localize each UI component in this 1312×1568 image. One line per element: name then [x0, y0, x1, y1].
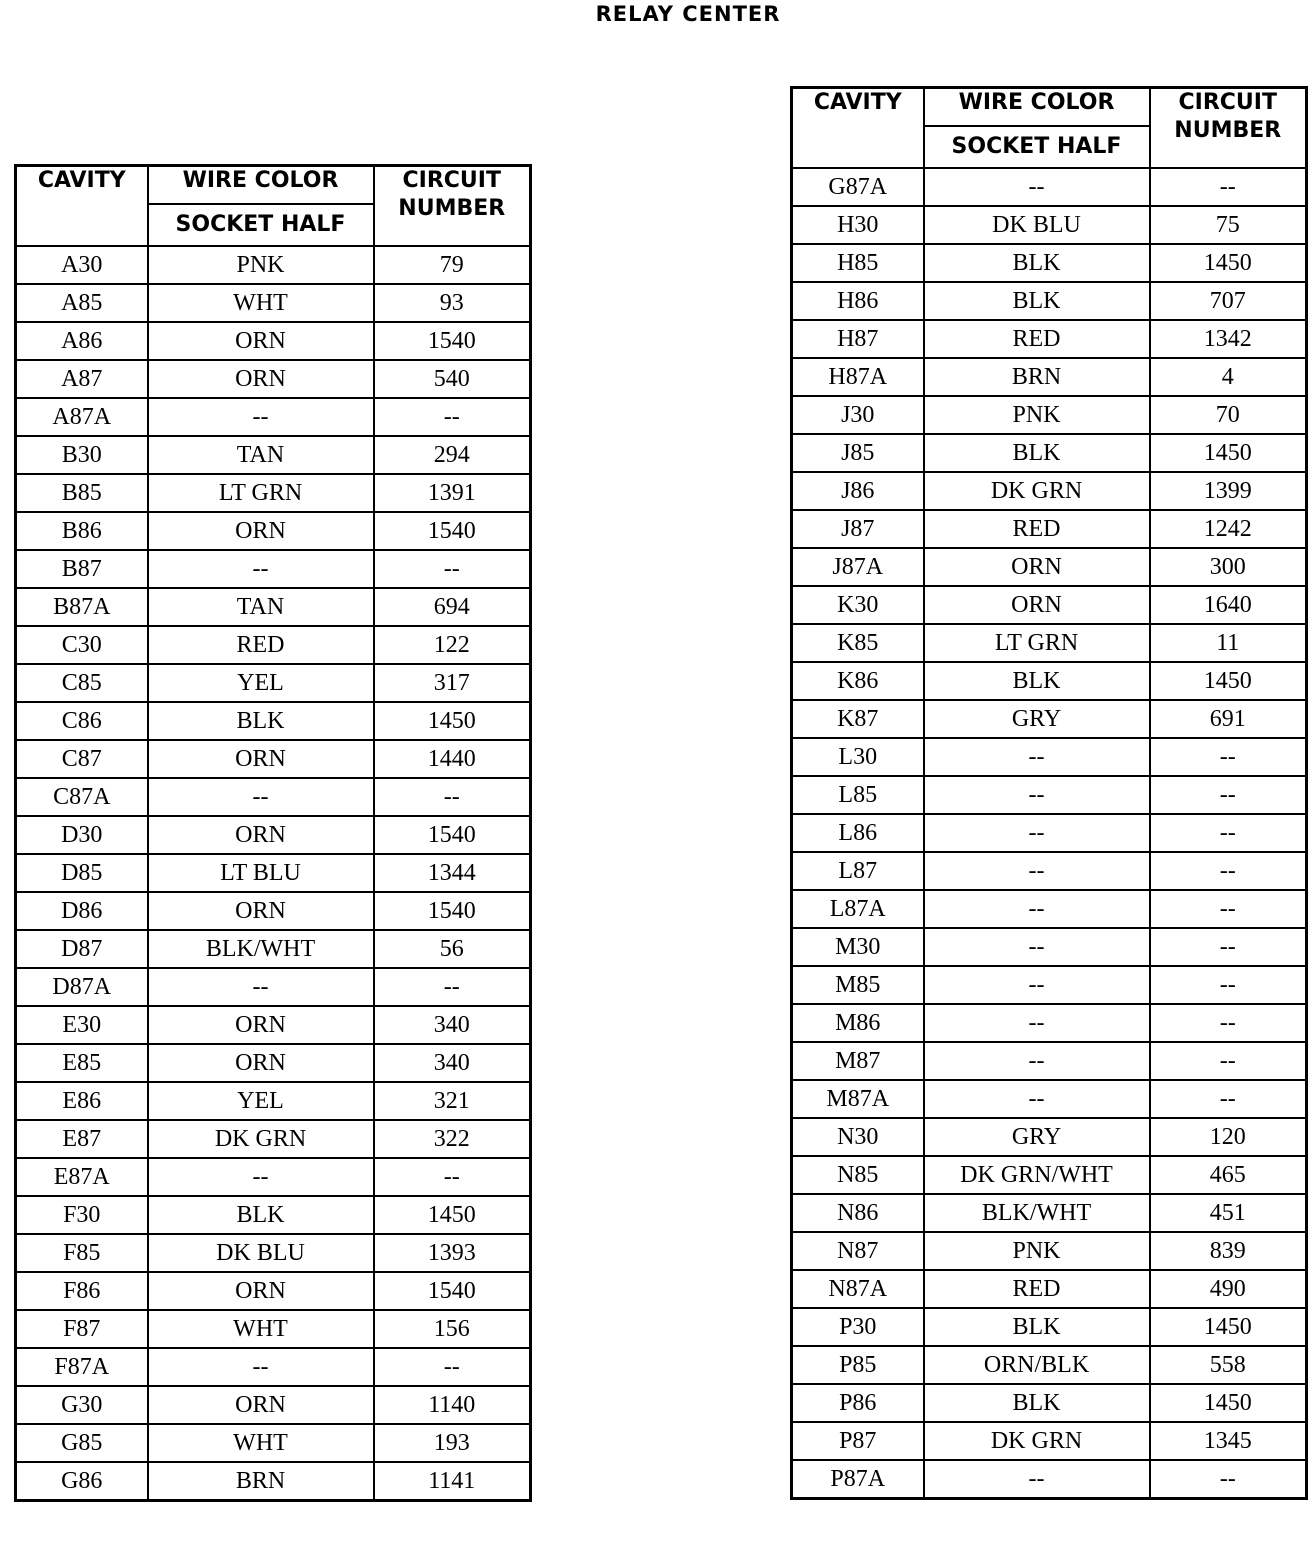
cavity-cell: F85	[16, 1234, 148, 1272]
wire-color-cell: --	[148, 778, 374, 816]
circuit-number-cell: 1540	[374, 816, 531, 854]
cavity-cell: K86	[792, 662, 924, 700]
table-row	[16, 816, 531, 854]
circuit-number-cell: 1540	[374, 892, 531, 930]
cavity-cell: J85	[792, 434, 924, 472]
cavity-cell: E30	[16, 1006, 148, 1044]
cavity-cell: H30	[792, 206, 924, 244]
header-circuit-label-line1: CIRCUIT	[402, 168, 501, 193]
cavity-cell: D87	[16, 930, 148, 968]
table-row	[792, 320, 1307, 358]
table-row	[792, 1004, 1307, 1042]
cavity-cell: A87A	[16, 398, 148, 436]
wire-color-cell: LT GRN	[148, 474, 374, 512]
cavity-cell: B87	[16, 550, 148, 588]
table-row	[792, 358, 1307, 396]
wire-color-cell: GRY	[924, 1118, 1150, 1156]
table-row	[792, 586, 1307, 624]
wire-color-cell: BLK	[924, 662, 1150, 700]
circuit-number-cell: 300	[1150, 548, 1307, 586]
circuit-number-cell: 193	[374, 1424, 531, 1462]
wire-color-cell: --	[148, 1158, 374, 1196]
cavity-cell: L87A	[792, 890, 924, 928]
table-row	[16, 664, 531, 702]
table-row	[792, 282, 1307, 320]
table-row	[16, 1120, 531, 1158]
circuit-number-cell: --	[1150, 1042, 1307, 1080]
circuit-number-cell: 490	[1150, 1270, 1307, 1308]
wire-color-cell: ORN/BLK	[924, 1346, 1150, 1384]
circuit-number-cell: 1640	[1150, 586, 1307, 624]
header-cavity	[16, 166, 148, 247]
wire-color-cell: --	[924, 1042, 1150, 1080]
cavity-cell: B30	[16, 436, 148, 474]
table-row	[16, 284, 531, 322]
cavity-cell: K87	[792, 700, 924, 738]
cavity-cell: F87	[16, 1310, 148, 1348]
table-row	[792, 1346, 1307, 1384]
table-row	[16, 1386, 531, 1424]
header-socket-half-label: SOCKET HALF	[951, 134, 1122, 159]
table-row	[792, 472, 1307, 510]
cavity-cell: P85	[792, 1346, 924, 1384]
cavity-cell: J87A	[792, 548, 924, 586]
table-body-right	[792, 168, 1307, 1499]
circuit-number-cell: 294	[374, 436, 531, 474]
circuit-number-cell: 93	[374, 284, 531, 322]
circuit-number-cell: --	[1150, 738, 1307, 776]
table-header	[16, 166, 531, 247]
circuit-number-cell: 340	[374, 1006, 531, 1044]
circuit-number-cell: 707	[1150, 282, 1307, 320]
cavity-cell: C87A	[16, 778, 148, 816]
wire-color-cell: RED	[924, 1270, 1150, 1308]
cavity-cell: G30	[16, 1386, 148, 1424]
table-row	[16, 1196, 531, 1234]
cavity-cell: B85	[16, 474, 148, 512]
table-row	[792, 1422, 1307, 1460]
circuit-number-cell: 322	[374, 1120, 531, 1158]
circuit-number-cell: 70	[1150, 396, 1307, 434]
cavity-cell: G87A	[792, 168, 924, 206]
cavity-cell: P87	[792, 1422, 924, 1460]
circuit-number-cell: 1450	[1150, 434, 1307, 472]
table-row	[792, 1118, 1307, 1156]
wire-color-cell: --	[924, 776, 1150, 814]
circuit-number-cell: 691	[1150, 700, 1307, 738]
table-row	[16, 1234, 531, 1272]
cavity-cell: D86	[16, 892, 148, 930]
wire-color-cell: ORN	[148, 892, 374, 930]
table-row	[16, 930, 531, 968]
circuit-number-cell: 1450	[1150, 662, 1307, 700]
table-row	[16, 854, 531, 892]
table-row	[792, 738, 1307, 776]
header-wire-color-label: WIRE COLOR	[958, 90, 1115, 115]
table-row	[16, 968, 531, 1006]
wire-color-cell: --	[924, 168, 1150, 206]
wire-color-cell: --	[924, 852, 1150, 890]
wire-color-cell: DK GRN	[148, 1120, 374, 1158]
wire-color-cell: --	[924, 928, 1150, 966]
wire-color-cell: --	[924, 1004, 1150, 1042]
header-wire-color	[148, 166, 374, 205]
header-wire-color-label: WIRE COLOR	[182, 168, 339, 193]
circuit-number-cell: --	[1150, 814, 1307, 852]
cavity-cell: H87	[792, 320, 924, 358]
table-row	[16, 398, 531, 436]
circuit-number-cell: 11	[1150, 624, 1307, 662]
table-row	[16, 626, 531, 664]
circuit-number-cell: --	[374, 968, 531, 1006]
wire-color-cell: ORN	[148, 1006, 374, 1044]
circuit-number-cell: 1399	[1150, 472, 1307, 510]
circuit-number-cell: 540	[374, 360, 531, 398]
cavity-cell: A85	[16, 284, 148, 322]
cavity-cell: B86	[16, 512, 148, 550]
wire-color-cell: BLK/WHT	[924, 1194, 1150, 1232]
relay-table-right	[790, 86, 1308, 1500]
cavity-cell: F30	[16, 1196, 148, 1234]
circuit-number-cell: 56	[374, 930, 531, 968]
header-circuit-number	[374, 166, 531, 247]
circuit-number-cell: 1450	[1150, 244, 1307, 282]
wire-color-cell: DK BLU	[148, 1234, 374, 1272]
table-row	[16, 1462, 531, 1501]
wire-color-cell: ORN	[148, 816, 374, 854]
wire-color-cell: ORN	[148, 360, 374, 398]
wire-color-cell: ORN	[148, 322, 374, 360]
cavity-cell: C86	[16, 702, 148, 740]
wire-color-cell: PNK	[148, 246, 374, 284]
table-row	[792, 700, 1307, 738]
circuit-number-cell: --	[1150, 928, 1307, 966]
wire-color-cell: BLK	[924, 434, 1150, 472]
cavity-cell: H85	[792, 244, 924, 282]
wire-color-cell: GRY	[924, 700, 1150, 738]
cavity-cell: F86	[16, 1272, 148, 1310]
table-row	[16, 740, 531, 778]
wire-color-cell: PNK	[924, 396, 1150, 434]
circuit-number-cell: --	[1150, 168, 1307, 206]
table-row	[16, 1424, 531, 1462]
wire-color-cell: --	[148, 550, 374, 588]
cavity-cell: E87A	[16, 1158, 148, 1196]
table-row	[16, 474, 531, 512]
wire-color-cell: RED	[148, 626, 374, 664]
table-row	[16, 1348, 531, 1386]
wire-color-cell: DK GRN	[924, 1422, 1150, 1460]
wire-color-cell: --	[924, 738, 1150, 776]
cavity-cell: H87A	[792, 358, 924, 396]
cavity-cell: N87	[792, 1232, 924, 1270]
cavity-cell: N30	[792, 1118, 924, 1156]
cavity-cell: N87A	[792, 1270, 924, 1308]
circuit-number-cell: 1540	[374, 512, 531, 550]
circuit-number-cell: --	[1150, 852, 1307, 890]
circuit-number-cell: --	[1150, 966, 1307, 1004]
table-row	[792, 928, 1307, 966]
wire-color-cell: BLK	[148, 1196, 374, 1234]
circuit-number-cell: 839	[1150, 1232, 1307, 1270]
circuit-number-cell: 451	[1150, 1194, 1307, 1232]
wire-color-cell: LT BLU	[148, 854, 374, 892]
circuit-number-cell: --	[1150, 776, 1307, 814]
wire-color-cell: ORN	[148, 1272, 374, 1310]
wire-color-cell: TAN	[148, 436, 374, 474]
table-row	[16, 550, 531, 588]
cavity-cell: J87	[792, 510, 924, 548]
wire-color-cell: BRN	[148, 1462, 374, 1501]
wire-color-cell: WHT	[148, 1310, 374, 1348]
cavity-cell: H86	[792, 282, 924, 320]
header-socket-half-label: SOCKET HALF	[175, 212, 346, 237]
circuit-number-cell: 79	[374, 246, 531, 284]
table-row	[792, 890, 1307, 928]
circuit-number-cell: 1450	[374, 1196, 531, 1234]
cavity-cell: L85	[792, 776, 924, 814]
table-row	[16, 778, 531, 816]
cavity-cell: M86	[792, 1004, 924, 1042]
circuit-number-cell: 1450	[1150, 1308, 1307, 1346]
header-wire-color	[924, 88, 1150, 127]
wire-color-cell: WHT	[148, 1424, 374, 1462]
table-row	[16, 588, 531, 626]
table-row	[792, 1384, 1307, 1422]
cavity-cell: E85	[16, 1044, 148, 1082]
cavity-cell: M87A	[792, 1080, 924, 1118]
table-row	[792, 1270, 1307, 1308]
table-row	[792, 1042, 1307, 1080]
cavity-cell: P30	[792, 1308, 924, 1346]
table-row	[792, 434, 1307, 472]
cavity-cell: M87	[792, 1042, 924, 1080]
circuit-number-cell: 1345	[1150, 1422, 1307, 1460]
circuit-number-cell: 1140	[374, 1386, 531, 1424]
cavity-cell: K85	[792, 624, 924, 662]
cavity-cell: N86	[792, 1194, 924, 1232]
circuit-number-cell: 1450	[1150, 1384, 1307, 1422]
table-row	[792, 624, 1307, 662]
wire-color-cell: BLK	[924, 244, 1150, 282]
cavity-cell: N85	[792, 1156, 924, 1194]
wire-color-cell: BRN	[924, 358, 1150, 396]
cavity-cell: M30	[792, 928, 924, 966]
circuit-number-cell: 122	[374, 626, 531, 664]
wire-color-cell: --	[924, 814, 1150, 852]
circuit-number-cell: --	[374, 398, 531, 436]
wire-color-cell: LT GRN	[924, 624, 1150, 662]
table-row	[792, 1232, 1307, 1270]
circuit-number-cell: 156	[374, 1310, 531, 1348]
wire-color-cell: BLK/WHT	[148, 930, 374, 968]
circuit-number-cell: --	[374, 1348, 531, 1386]
cavity-cell: D87A	[16, 968, 148, 1006]
table-body-left	[16, 246, 531, 1501]
table-row	[792, 662, 1307, 700]
page-title: RELAY CENTER	[595, 2, 781, 26]
wire-color-cell: ORN	[924, 586, 1150, 624]
cavity-cell: G86	[16, 1462, 148, 1501]
wire-color-cell: DK GRN	[924, 472, 1150, 510]
table-row	[792, 1156, 1307, 1194]
cavity-cell: G85	[16, 1424, 148, 1462]
cavity-cell: J86	[792, 472, 924, 510]
header-circuit-label-line1: CIRCUIT	[1178, 90, 1277, 115]
cavity-cell: M85	[792, 966, 924, 1004]
table-row	[792, 1080, 1307, 1118]
header-cavity	[792, 88, 924, 169]
table-row	[16, 512, 531, 550]
circuit-number-cell: 1450	[374, 702, 531, 740]
table-row	[792, 852, 1307, 890]
table-row	[16, 1310, 531, 1348]
circuit-number-cell: 1540	[374, 1272, 531, 1310]
table-row	[16, 1044, 531, 1082]
table-row	[792, 396, 1307, 434]
cavity-cell: L86	[792, 814, 924, 852]
wire-color-cell: BLK	[148, 702, 374, 740]
wire-color-cell: ORN	[924, 548, 1150, 586]
cavity-cell: D85	[16, 854, 148, 892]
circuit-number-cell: 321	[374, 1082, 531, 1120]
cavity-cell: D30	[16, 816, 148, 854]
table-row	[792, 1194, 1307, 1232]
circuit-number-cell: 1440	[374, 740, 531, 778]
circuit-number-cell: 1391	[374, 474, 531, 512]
table-row	[16, 436, 531, 474]
circuit-number-cell: 1344	[374, 854, 531, 892]
table-row	[16, 1272, 531, 1310]
wire-color-cell: DK GRN/WHT	[924, 1156, 1150, 1194]
wire-color-cell: ORN	[148, 512, 374, 550]
wire-color-cell: PNK	[924, 1232, 1150, 1270]
table-row	[16, 360, 531, 398]
wire-color-cell: RED	[924, 320, 1150, 358]
cavity-cell: A30	[16, 246, 148, 284]
table-row	[16, 322, 531, 360]
circuit-number-cell: 340	[374, 1044, 531, 1082]
circuit-number-cell: 1141	[374, 1462, 531, 1501]
cavity-cell: E87	[16, 1120, 148, 1158]
table-row	[16, 1082, 531, 1120]
wire-color-cell: ORN	[148, 740, 374, 778]
header-cavity-label: CAVITY	[813, 90, 902, 115]
table-header	[792, 88, 1307, 169]
circuit-number-cell: 1393	[374, 1234, 531, 1272]
table-row	[792, 814, 1307, 852]
wire-color-cell: YEL	[148, 664, 374, 702]
cavity-cell: C85	[16, 664, 148, 702]
wire-color-cell: WHT	[148, 284, 374, 322]
wire-color-cell: DK BLU	[924, 206, 1150, 244]
header-circuit-label-line2: NUMBER	[398, 196, 506, 221]
wire-color-cell: --	[924, 890, 1150, 928]
circuit-number-cell: --	[1150, 1004, 1307, 1042]
table-row	[792, 510, 1307, 548]
table-row	[792, 1308, 1307, 1346]
circuit-number-cell: 1342	[1150, 320, 1307, 358]
table-row	[792, 548, 1307, 586]
circuit-number-cell: 120	[1150, 1118, 1307, 1156]
table-row	[16, 1158, 531, 1196]
wire-color-cell: BLK	[924, 1384, 1150, 1422]
cavity-cell: C30	[16, 626, 148, 664]
header-socket-half	[924, 126, 1150, 168]
circuit-number-cell: 558	[1150, 1346, 1307, 1384]
header-circuit-label-line2: NUMBER	[1174, 118, 1282, 143]
wire-color-cell: --	[148, 968, 374, 1006]
table-row	[16, 892, 531, 930]
cavity-cell: C87	[16, 740, 148, 778]
table-row	[792, 244, 1307, 282]
circuit-number-cell: 4	[1150, 358, 1307, 396]
wire-color-cell: --	[924, 966, 1150, 1004]
circuit-number-cell: --	[1150, 1080, 1307, 1118]
table-row	[16, 246, 531, 284]
cavity-cell: P87A	[792, 1460, 924, 1499]
relay-table-left	[14, 164, 532, 1502]
table-row	[792, 206, 1307, 244]
table-row	[792, 1460, 1307, 1499]
wire-color-cell: YEL	[148, 1082, 374, 1120]
circuit-number-cell: --	[374, 778, 531, 816]
circuit-number-cell: --	[1150, 1460, 1307, 1499]
cavity-cell: A87	[16, 360, 148, 398]
circuit-number-cell: 317	[374, 664, 531, 702]
cavity-cell: B87A	[16, 588, 148, 626]
table-row	[792, 168, 1307, 206]
circuit-number-cell: 75	[1150, 206, 1307, 244]
wire-color-cell: ORN	[148, 1386, 374, 1424]
cavity-cell: F87A	[16, 1348, 148, 1386]
table-row	[16, 1006, 531, 1044]
cavity-cell: K30	[792, 586, 924, 624]
cavity-cell: A86	[16, 322, 148, 360]
cavity-cell: L87	[792, 852, 924, 890]
circuit-number-cell: --	[374, 1158, 531, 1196]
cavity-cell: E86	[16, 1082, 148, 1120]
wire-color-cell: TAN	[148, 588, 374, 626]
header-cavity-label: CAVITY	[37, 168, 126, 193]
circuit-number-cell: 1242	[1150, 510, 1307, 548]
cavity-cell: P86	[792, 1384, 924, 1422]
circuit-number-cell: 465	[1150, 1156, 1307, 1194]
circuit-number-cell: --	[374, 550, 531, 588]
header-circuit-number	[1150, 88, 1307, 169]
wire-color-cell: --	[924, 1080, 1150, 1118]
table-row	[792, 966, 1307, 1004]
circuit-number-cell: --	[1150, 890, 1307, 928]
table-row	[792, 776, 1307, 814]
wire-color-cell: --	[924, 1460, 1150, 1499]
cavity-cell: J30	[792, 396, 924, 434]
header-socket-half	[148, 204, 374, 246]
wire-color-cell: RED	[924, 510, 1150, 548]
wire-color-cell: BLK	[924, 1308, 1150, 1346]
wire-color-cell: ORN	[148, 1044, 374, 1082]
wire-color-cell: BLK	[924, 282, 1150, 320]
wire-color-cell: --	[148, 398, 374, 436]
cavity-cell: L30	[792, 738, 924, 776]
table-row	[16, 702, 531, 740]
circuit-number-cell: 694	[374, 588, 531, 626]
circuit-number-cell: 1540	[374, 322, 531, 360]
wire-color-cell: --	[148, 1348, 374, 1386]
